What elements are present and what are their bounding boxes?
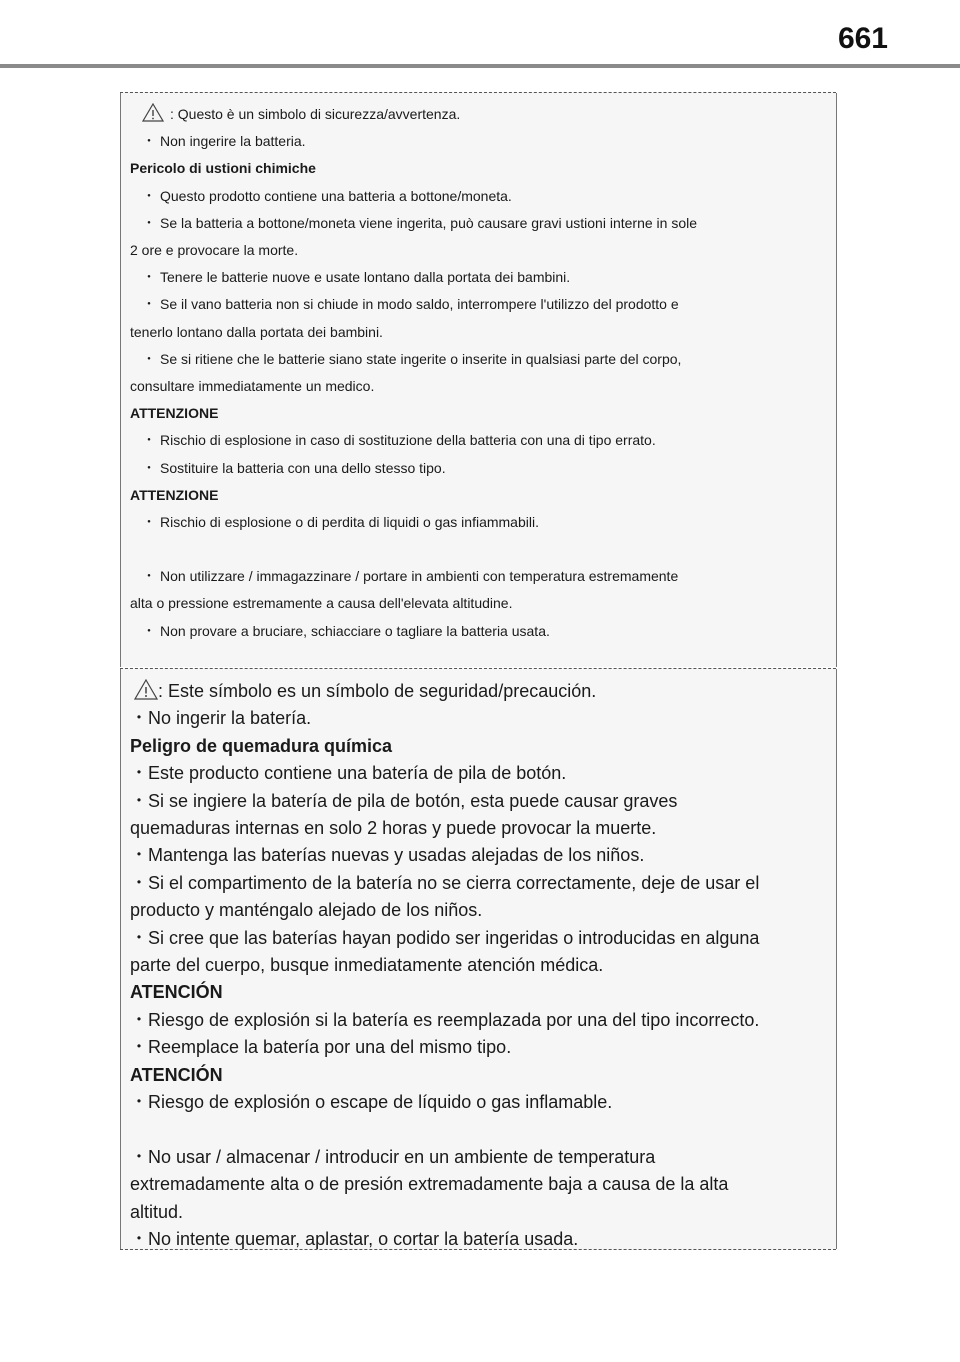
list-item-continuation: quemaduras internas en solo 2 horas y puede provocar la muerte. — [130, 818, 657, 839]
list-item-continuation: 2 ore e provocare la morte. — [130, 242, 299, 259]
list-item-continuation: producto y manténgalo alejado de los niños. — [130, 900, 483, 921]
symbol-text: : Questo è un simbolo di sicurezza/avvertenza. — [170, 106, 461, 122]
bullet: ・ — [130, 1229, 148, 1250]
list-item: ・Si el compartimento de la batería no se cierra correctamente, deje de usar el — [130, 870, 836, 897]
bullet: ・ — [130, 763, 148, 784]
list-item: ・Mantenga las baterías nuevas y usadas alejadas de los niños. — [130, 842, 836, 869]
bullet: ・ — [130, 1009, 148, 1030]
spacer — [130, 536, 836, 563]
bullet: ・ — [130, 1092, 148, 1113]
symbol-text: : Este símbolo es un símbolo de seguridad/precaución. — [158, 681, 597, 701]
bullet: ・ — [142, 622, 156, 639]
list-item: ・Riesgo de explosión o escape de líquido o gas inflamable. — [130, 1089, 836, 1116]
bullet: ・ — [130, 1146, 148, 1167]
header-rule — [0, 64, 960, 68]
spanish-warning-panel — [120, 668, 836, 1250]
panel-border-right — [836, 669, 837, 1249]
list-item: ・Si cree que las baterías hayan podido ser ingeridas o introducidas en alguna — [130, 925, 836, 952]
bullet: ・ — [142, 568, 156, 585]
bullet: ・ — [142, 133, 156, 150]
list-item: ・Este producto contiene una batería de pila de botón. — [130, 760, 836, 787]
section-heading: ATENCIÓN — [130, 982, 223, 1003]
bullet: ・ — [130, 872, 148, 893]
section-heading: ATTENZIONE — [130, 486, 219, 503]
bullet: ・ — [142, 514, 156, 531]
list-item: ・No usar / almacenar / introducir en un ambiente de temperatura — [130, 1144, 836, 1171]
list-item: ・ Rischio di esplosione o di perdita di liquidi o gas infiammabili. — [130, 509, 836, 536]
list-item: ・Si se ingiere la batería de pila de botón, esta puede causar graves — [130, 788, 836, 815]
italian-warning-panel — [120, 92, 836, 667]
bullet: ・ — [130, 845, 148, 866]
list-item: ・Reemplace la batería por una del mismo tipo. — [130, 1034, 836, 1061]
list-item: ・ Sostituire la batteria con una dello stesso tipo. — [130, 455, 836, 482]
section-heading: Pericolo di ustioni chimiche — [130, 160, 316, 177]
list-item: ・No intente quemar, aplastar, o cortar la batería usada. — [130, 1226, 836, 1253]
list-item-continuation: alta o pressione estremamente a causa dell'elevata altitudine. — [130, 595, 513, 612]
symbol-line — [130, 678, 836, 705]
bullet: ・ — [130, 708, 148, 729]
bullet: ・ — [142, 350, 156, 367]
bullet: ・ — [130, 927, 148, 948]
section-heading: ATTENZIONE — [130, 405, 219, 422]
spacer — [130, 1117, 836, 1144]
list-item-continuation: extremadamente alta o de presión extremadamente baja a causa de la alta — [130, 1174, 729, 1195]
list-item-continuation: tenerlo lontano dalla portata dei bambini. — [130, 323, 383, 340]
list-item: ・ Se si ritiene che le batterie siano state ingerite o inserite in qualsiasi parte del corpo, — [130, 346, 836, 373]
section-heading: ATENCIÓN — [130, 1064, 223, 1085]
bullet: ・ — [142, 214, 156, 231]
list-item: ・ Non utilizzare / immagazzinare / portare in ambienti con temperatura estremamente — [130, 563, 836, 590]
bullet: ・ — [142, 296, 156, 313]
bullet: ・ — [142, 432, 156, 449]
list-item: ・ Questo prodotto contiene una batteria a bottone/moneta. — [130, 183, 836, 210]
page-number: 661 — [837, 22, 888, 55]
list-item: ・ Se il vano batteria non si chiude in modo saldo, interrompere l'utilizzo del prodotto e — [130, 291, 836, 318]
list-item: ・ Non provare a bruciare, schiacciare o tagliare la batteria usata. — [130, 618, 836, 645]
bullet: ・ — [142, 459, 156, 476]
bullet: ・ — [142, 187, 156, 204]
list-item-continuation: altitud. — [130, 1201, 184, 1222]
section-heading: Peligro de quemadura química — [130, 735, 393, 756]
list-item: ・No ingerir la batería. — [130, 705, 836, 732]
bullet: ・ — [130, 790, 148, 811]
list-item: ・ Non ingerire la batteria. — [130, 128, 836, 155]
list-item: ・Riesgo de explosión si la batería es reemplazada por una del tipo incorrecto. — [130, 1007, 836, 1034]
list-item-continuation: parte del cuerpo, busque inmediatamente atención médica. — [130, 955, 604, 976]
list-item-continuation: consultare immediatamente un medico. — [130, 378, 375, 395]
panel-border-right — [836, 93, 837, 667]
warning-triangle-icon — [134, 679, 158, 700]
list-item: ・ Rischio di esplosione in caso di sostituzione della batteria con una di tipo errato. — [130, 427, 836, 454]
list-item: ・ Tenere le batterie nuove e usate lontano dalla portata dei bambini. — [130, 264, 836, 291]
symbol-line — [130, 101, 836, 128]
warning-triangle-icon — [142, 103, 164, 122]
bullet: ・ — [142, 269, 156, 286]
list-item: ・ Se la batteria a bottone/moneta viene ingerita, può causare gravi ustioni interne in sole — [130, 210, 836, 237]
bullet: ・ — [130, 1037, 148, 1058]
